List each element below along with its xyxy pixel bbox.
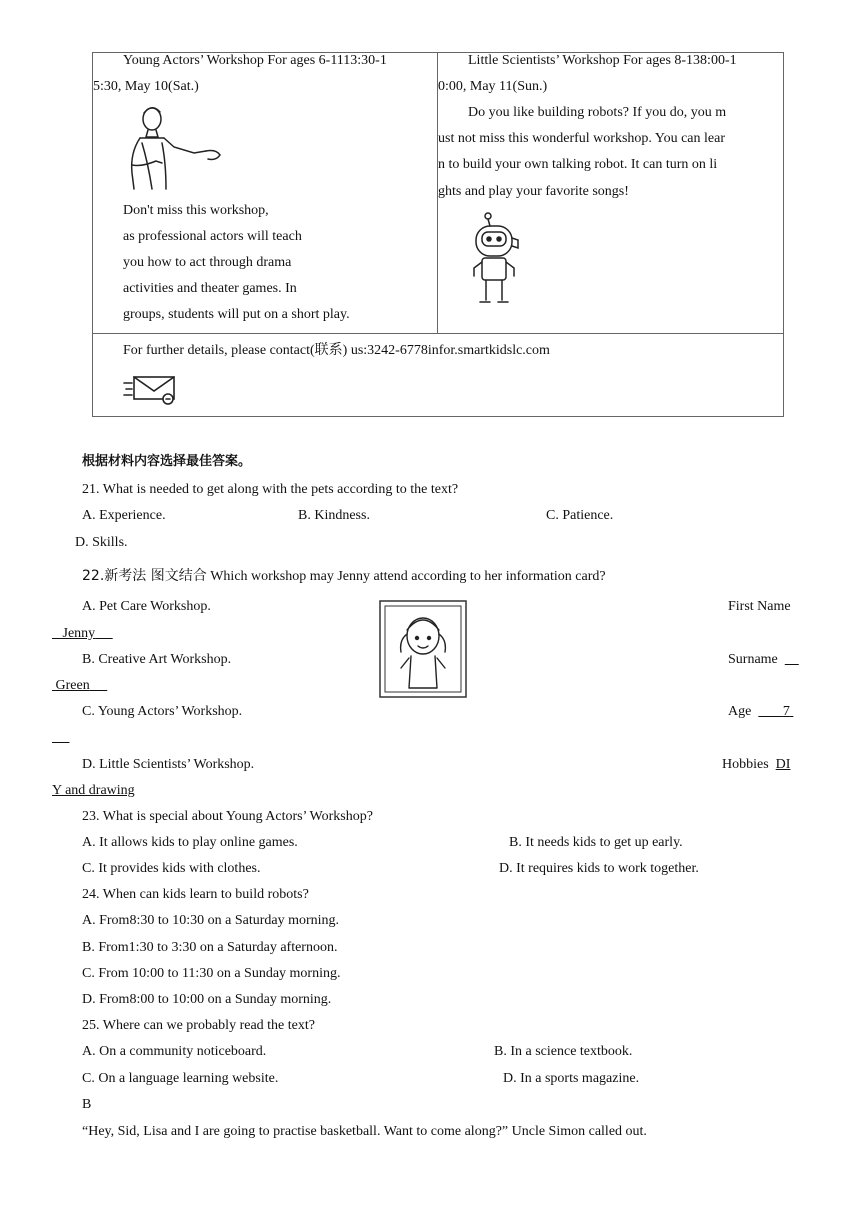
q23-question: 23. What is special about Young Actors’ Workshop? [82,809,373,824]
q21-question: 21. What is needed to get along with the pets according to the text? [82,482,459,497]
contact-suffix: ) us:3242-6778infor.smartkidslc.com [342,343,550,358]
little-scientists-header-line1: Little Scientists’ Workshop For ages 8-138:00-1 [468,53,737,68]
card-first-name-text: Jenny [62,626,96,641]
q22-option-b: B. Creative Art Workshop. [82,652,232,667]
young-actors-header-line1: Young Actors’ Workshop For ages 6-1113:30-1 [123,53,387,68]
q24-option-d: D. From8:00 to 10:00 on a Sunday morning. [82,992,332,1007]
q22-option-c: C. Young Actors’ Workshop. [82,704,243,719]
q22-option-a: A. Pet Care Workshop. [82,599,211,614]
card-hobbies-part1: DI [775,757,791,772]
contact-prefix: For further details, please contact( [123,343,315,358]
q24-option-c: C. From 10:00 to 11:30 on a Sunday morning. [82,966,341,981]
young-actors-body-line-2: as professional actors will teach [123,229,302,244]
little-scientists-body-line-4: ghts and play your favorite songs! [438,184,629,199]
actor-illustration-icon [122,103,228,193]
card-first-name-label: First Name [728,599,791,614]
card-age-label-text: Age [728,704,752,719]
young-actors-header-line2: 5:30, May 10(Sat.) [93,79,199,94]
little-scientists-body-line-2: ust not miss this wonderful workshop. You can lear [438,131,725,146]
q25-question: 25. Where can we probably read the text? [82,1018,315,1033]
q21-option-d: D. Skills. [75,535,128,550]
q25-option-a: A. On a community noticeboard. [82,1044,267,1059]
q25-option-d: D. In a sports magazine. [503,1071,640,1086]
card-first-name-value [52,626,113,642]
young-actors-body-line-5: groups, students will put on a short play. [123,307,350,322]
card-age-text: 7 [782,704,790,719]
q23-option-d: D. It requires kids to work together. [499,861,699,876]
q24-option-a: A. From8:30 to 10:30 on a Saturday morning. [82,913,340,928]
card-age-underline-continuation [52,730,70,746]
q21-option-c: C. Patience. [546,508,614,523]
card-surname-text: Green [55,678,90,693]
contact-details [123,339,550,359]
q21-option-b: B. Kindness. [298,508,370,523]
card-hobbies-label [722,757,790,773]
q22-question-text: Which workshop may Jenny attend according to her information card? [206,569,606,584]
card-surname-value [52,678,107,694]
young-actors-body-line-1: Don't miss this workshop, [123,203,269,218]
q23-option-b: B. It needs kids to get up early. [509,835,683,850]
little-scientists-body-line-3: n to build your own talking robot. It can turn on li [438,157,718,172]
little-scientists-header-line2: 0:00, May 11(Sun.) [438,79,548,94]
instruction-text: 根据材料内容选择最佳答案。 [82,454,252,469]
q22-question [82,565,606,585]
q23-option-a: A. It allows kids to play online games. [82,835,298,850]
q24-option-b: B. From1:30 to 3:30 on a Saturday afternoon. [82,940,338,955]
contact-cn-word: 联系 [314,342,343,358]
section-b-label: B [82,1097,92,1112]
robot-illustration-icon [468,210,522,310]
q25-option-c: C. On a language learning website. [82,1071,279,1086]
q24-question: 24. When can kids learn to build robots? [82,887,309,902]
card-surname-label-text: Surname [728,652,778,667]
young-actors-body-line-4: activities and theater games. In [123,281,297,296]
q25-option-b: B. In a science textbook. [494,1044,633,1059]
q22-prefix: 22.新考法 图文结合 [82,568,207,584]
card-age-label [728,704,793,720]
young-actors-body-line-3: you how to act through drama [123,255,292,270]
card-hobbies-part2: Y and drawing [52,783,135,798]
envelope-icon [122,373,180,407]
q22-option-d: D. Little Scientists’ Workshop. [82,757,255,772]
q23-option-c: C. It provides kids with clothes. [82,861,261,876]
table-row-divider [92,333,784,334]
little-scientists-body-line-1: Do you like building robots? If you do, you m [468,105,727,120]
card-surname-label [728,652,799,668]
jenny-portrait-icon [379,600,467,698]
q21-option-a: A. Experience. [82,508,166,523]
card-hobbies-label-text: Hobbies [722,757,769,772]
section-b-first-line: “Hey, Sid, Lisa and I are going to practise basketball. Want to come along?” Uncle Simon called out. [82,1124,647,1139]
